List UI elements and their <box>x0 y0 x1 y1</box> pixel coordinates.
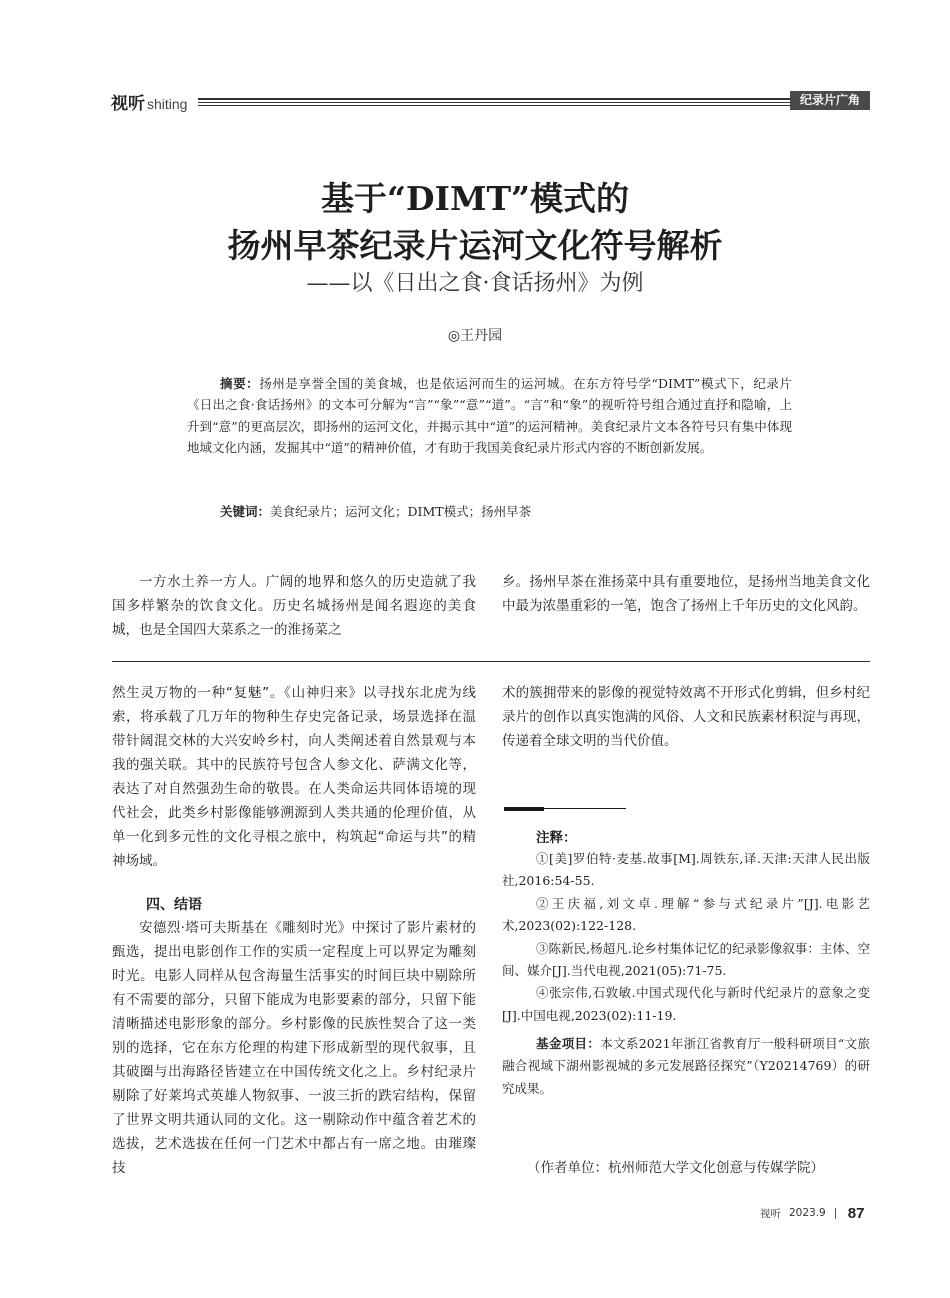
footer-separator <box>835 1208 836 1219</box>
page-number: 87 <box>847 1204 865 1222</box>
body-paragraph: 安德烈·塔可夫斯基在《雕刻时光》中探讨了影片素材的甄选，提出电影创作工作的实质一定程度上可以界定为雕刻时光。电影人同样从包含海量生活事实的时间巨块中剔除所有不需要的部分，只留下能成为电影要素的部分，只留下能清晰描述电影形象的部分。乡村影像的民族性契合了这一类别的选择，它在东方伦理的构建下形成新型的现代叙事，且其破圈与出海路径皆建立在中国传统文化之上。乡村纪录片剔除了好莱坞式英雄人物叙事、一波三折的跌宕结构，保留了世界文明共通认同的文化。这一剔除动作中蕴含着艺术的选拔，艺术选拔在任何一门艺术中都占有一席之地。由璀璨技 <box>112 920 476 1176</box>
note-item: ④张宗伟,石敦敏.中国式现代化与新时代纪录片的意象之变[J].中国电视,2023(02):11-19. <box>502 985 870 1023</box>
journal-logo-chinese: 视听 <box>111 94 145 114</box>
section-divider <box>112 661 870 662</box>
abstract-text: 扬州是享誉全国的美食城，也是依运河而生的运河城。在东方符号学“DIMT”模式下，纪录片《日出之食·食话扬州》的文本可分解为“言”“象”“意”“道”。“言”和“象”的视听符号组合通过直抒和隐喻，上升到“意”的更高层次，即扬州的运河文化，并揭示其中“道”的运河精神。美食纪录片文本各符号只有集中体现地域文化内涵，发掘其中“道”的精神价值，才有助于我国美食纪录片形式内容的不断创新发展。 <box>187 376 792 456</box>
header-rule <box>198 98 790 100</box>
abstract <box>187 373 792 459</box>
abstract-label: 摘要： <box>220 376 260 391</box>
funding-text: 本文系2021年浙江省教育厅一般科研项目“文旅融合视域下湖州影视城的多元发展路径探究”（Y20214769）的研究成果。 <box>502 1036 870 1096</box>
keywords <box>220 502 800 520</box>
intro-paragraph-left: 一方水土养一方人。广阔的地界和悠久的历史造就了我国多样繁杂的饮食文化。历史名城扬州是闻名遐迩的美食城，也是全国四大菜系之一的淮扬菜之 <box>112 574 476 638</box>
intro-paragraph-right: 乡。扬州早茶在淮扬菜中具有重要地位，是扬州当地美食文化中最为浓墨重彩的一笔，饱含了扬州上千年历史的文化风韵。 <box>502 574 870 614</box>
note-item: ①[美]罗伯特·麦基.故事[M].周铁东,译.天津:天津人民出版社,2016:54-55. <box>502 851 870 889</box>
notes-rule <box>544 808 626 809</box>
note-item: ③陈新民,杨超凡.论乡村集体记忆的纪录影像叙事：主体、空间、媒介[J].当代电视,2021(05):71-75. <box>502 940 870 979</box>
keywords-label: 关键词： <box>220 504 271 519</box>
funding-label: 基金项目： <box>536 1036 601 1051</box>
footer-issue: 2023.9 <box>789 1207 826 1219</box>
author-name: ◎王丹园 <box>447 328 503 344</box>
author-affiliation: （作者单位：杭州师范大学文化创意与传媒学院） <box>527 1160 824 1176</box>
section-heading: 四、结语 <box>146 897 202 913</box>
header-rule <box>198 102 790 103</box>
header-rule <box>198 105 790 106</box>
article-title-line1: 基于“DIMT”模式的 <box>320 179 630 218</box>
journal-logo-pinyin: shiting <box>147 96 188 112</box>
body-paragraph: 术的簇拥带来的影像的视觉特效离不开形式化剪辑，但乡村纪录片的创作以真实饱满的风俗、人文和民族素材积淀与再现，传递着全球文明的当代价值。 <box>502 685 870 749</box>
keywords-text: 美食纪录片；运河文化；DIMT模式；扬州早茶 <box>270 504 532 519</box>
note-item: ②王庆福,刘文卓.理解“参与式纪录片”[J].电影艺术,2023(02):122-128. <box>502 895 870 934</box>
column-tag: 纪录片广角 <box>790 91 870 110</box>
page-footer <box>760 1203 864 1223</box>
body-paragraph: 然生灵万物的一种“复魅”。《山神归来》以寻找东北虎为线索，将承载了几万年的物种生存史完备记录，场景选择在温带针阔混交林的大兴安岭乡村，向人类阐述着自然景观与本我的强关联。其中的民族符号包含人参文化、萨满文化等，表达了对自然强劲生命的敬畏。在人类命运共同体语境的现代社会，此类乡村影像能够溯源到人类共通的伦理价值，从单一化到多元性的文化寻根之旅中，构筑起“命运与共”的精神场域。 <box>112 685 476 869</box>
article-subtitle: ——以《日出之食·食话扬州》为例 <box>306 271 644 296</box>
footer-magazine: 视听 <box>760 1207 781 1220</box>
notes-rule <box>504 807 544 811</box>
funding-statement <box>502 1033 870 1100</box>
notes-heading: 注释： <box>536 830 577 846</box>
article-title-line2: 扬州早茶纪录片运河文化符号解析 <box>227 226 723 265</box>
journal-logo <box>111 89 188 114</box>
notes-list <box>502 848 870 1027</box>
